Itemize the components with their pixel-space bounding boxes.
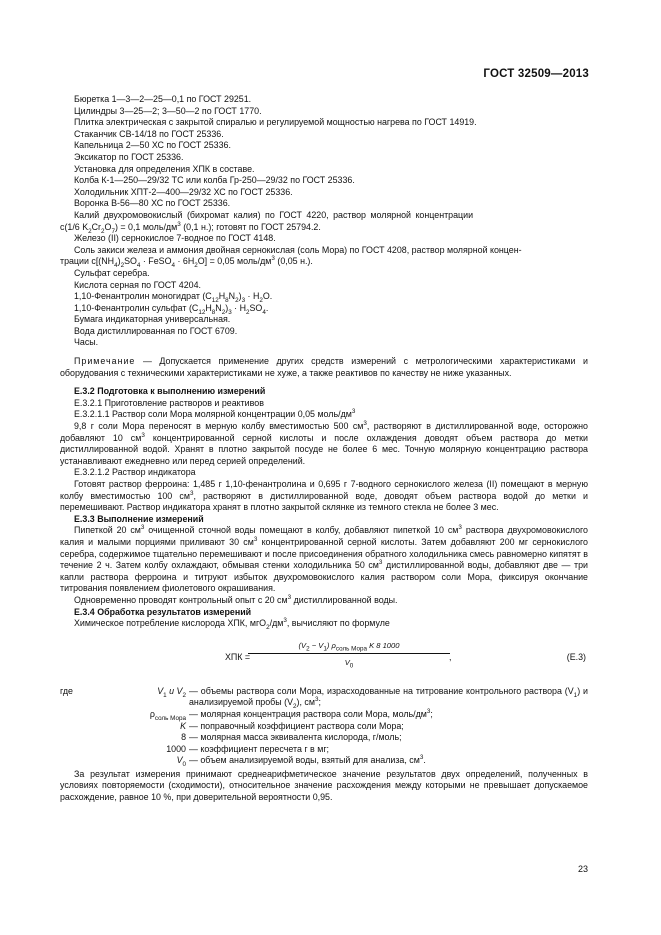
reagent-dichromate: Калий двухромовокислый (бихромат калия) по ГОСТ 4220, раствор молярной концентрации xyxy=(74,209,474,220)
paragraph-ferroin: Готовят раствор ферроина: 1,485 г 1,10-фенантролина и 0,695 г 7-водного сернокислого железа (II) помещают в мерную колбу вместимостью 100 $см^3$, растворяют в дистиллированной воде, доводят объем раствора водой до метки и перемешивают. Раствор индикатора хранят в плотно закрытой склянке из темного стекла не более 3 мес. xyxy=(60,479,588,513)
list-item: Воронка В-56—80 ХС по ГОСТ 25336. xyxy=(74,198,231,209)
legend-row: K — поправочный коэффициент раствора соли Мора; xyxy=(180,720,404,731)
formula-fraction xyxy=(248,640,450,669)
paragraph-cod: Химическое потребление кислорода ХПК, $мгО_2/дм^3$, вычисляют по формуле xyxy=(74,617,390,631)
document-header: ГОСТ 32509—2013 xyxy=(483,68,589,80)
section-heading: Е.3.3 Выполнение измерений xyxy=(74,513,204,524)
list-item: Сульфат серебра. xyxy=(74,267,150,278)
list-item: Колба К-1—250—29/32 ТС или колба Гр-250—29/32 по ГОСТ 25336. xyxy=(74,175,355,186)
formula-denominator: $V_0$ xyxy=(344,658,354,670)
formula-number: (Е.3) xyxy=(566,651,586,662)
subsection-heading: Е.3.2.1.1 Раствор соли Мора молярной концентрации 0,05 моль/$дм^3$ xyxy=(74,408,356,420)
legend-row: 1000 — коэффициент пересчета г в мг; xyxy=(166,743,330,754)
section-heading: Е.3.2 Подготовка к выполнению измерений xyxy=(74,386,266,397)
list-item: Бюретка 1—3—2—25—0,1 по ГОСТ 29251. xyxy=(74,94,252,104)
subsection-heading: Е.3.2.1 Приготовление растворов и реактивов xyxy=(74,397,264,408)
note-label: Примечание xyxy=(74,356,136,367)
reagent-phenanthroline-sulfate: 1,10-Фенантролин сульфат $(C_{12}H_8N_2)_3 \cdot H_2SO_4$. xyxy=(74,302,269,316)
variable-legend xyxy=(60,686,588,767)
legend-row: где $V_1$ и $V_2$ — объемы раствора соли Мора, израсходованные на титрование контрольного раствора $(V_1)$ и анализируемой пробы $(V_2)$, $см^3$; xyxy=(60,685,588,711)
list-item: Часы. xyxy=(74,337,99,348)
formula-numerator: $(V_2 - V_1)$ $\rho_{соль Мора}$ K 8 1000 xyxy=(298,640,400,653)
list-item: Плитка электрическая с закрытой спиралью и регулируемой мощностью нагрева по ГОСТ 14919. xyxy=(74,117,477,128)
reagent-mohr-salt: Соль закиси железа и аммония двойная сернокислая (соль Мора) по ГОСТ 4208, раствор молярной концен- xyxy=(74,244,522,255)
subsection-heading: Е.3.2.1.2 Раствор индикатора xyxy=(74,467,196,478)
list-item: Вода дистиллированная по ГОСТ 6709. xyxy=(74,325,238,336)
document-body xyxy=(60,94,588,804)
legend-row: $V_0$ — объем анализируемой воды, взятый для анализа, $см^3$. xyxy=(176,754,426,769)
list-item: Железо (II) сернокислое 7-водное по ГОСТ 4148. xyxy=(74,233,276,244)
list-item: Установка для определения ХПК в составе. xyxy=(74,163,255,174)
formula-lhs: ХПК = xyxy=(225,651,251,662)
list-item: Бумага индикаторная универсальная. xyxy=(74,314,231,325)
page-number: 23 xyxy=(577,864,588,874)
legend-row: $\rho_{соль Мора}$ — молярная концентрация раствора соли Мора, моль/$дм^3$; xyxy=(149,707,433,722)
paragraph-measurement: Пипеткой 20 $см^3$ очищенной сточной воды помещают в колбу, добавляют пипеткой 10 $см^3$ раствора двухромовокислого калия и малыми порциями приливают 30 $см^3$ концентрированной серной кислоты. Затем добавляют 200 мг сернокислого серебра, содержимое тщательно перемешивают и после присоединения обратного холодильника смесь равномерно кипятят в течение 2 ч. Затем колбу охлаждают, обмывая стенки холодильника 50 $см^3$ дистиллированной воды, добавляют две — три капли раствора ферроина и титруют избыток двухромовокислого калия раствором соли Мора, фиксируя окончание титрования появлением фиолетового окрашивания. xyxy=(60,524,588,594)
paragraph-result: За результат измерения принимают среднеарифметическое значение результатов двух определений, полученных в условиях повторяемости (сходимости), относительное значение расхождения между которыми не превышает допускаемое расхождение, равное 10 %, при доверительной вероятности 0,95. xyxy=(60,768,588,803)
paragraph-mohr-preparation: 9,8 г соли Мора переносят в мерную колбу вместимостью 500 $см^3$, растворяют в дистиллированной воде, осторожно добавляют 10 $см^3$ концентрированной серной кислоты и после охлаждения доводят объем раствора до метки дистиллированной водой. Хранят в плотно закрытой посуде не более 6 мес. Точную молярную концентрацию раствора устанавливают ежедневно или перед серией определений. xyxy=(60,420,588,466)
list-item: Цилиндры 3—25—2; 3—50—2 по ГОСТ 1770. xyxy=(74,105,262,116)
section-heading: Е.3.4 Обработка результатов измерений xyxy=(74,606,252,617)
list-item: Эксикатор по ГОСТ 25336. xyxy=(74,151,184,162)
reagent-list xyxy=(60,210,588,349)
reagent-mohr-concentration: трации $c[(NH_4)_2SO_4$ · FeSO$_4$ · $6H_2O] = 0,05$ моль/$дм^3$ (0,05 н.). xyxy=(60,255,313,270)
legend-row: 8 — молярная масса эквивалента кислорода, г/моль; xyxy=(181,732,402,743)
formula-e3: ХПК = $(V_2 - V_1)$ $\rho_{соль Мора}$ K 8 1000 $V_0$ , (Е.3) xyxy=(225,640,586,670)
list-item: Капельница 2—50 ХС по ГОСТ 25336. xyxy=(74,140,231,151)
paragraph-blank: Одновременно проводят контрольный опыт с 20 $см^3$ дистиллированной воды. xyxy=(74,593,398,605)
list-item: Кислота серная по ГОСТ 4204. xyxy=(74,279,201,290)
list-item: Холодильник ХПТ-2—400—29/32 ХС по ГОСТ 25336. xyxy=(74,186,293,197)
equipment-list xyxy=(60,94,588,210)
reagent-dichromate-concentration: c(1/6 $K_2Cr_2O_7) = 0,1$ моль/$дм^3$ (0,1 н.); готовят по ГОСТ 25794.2. xyxy=(60,220,321,235)
note: Примечание — Допускается применение других средств измерений с метрологическими характеристиками и оборудования с техническими характеристиками не хуже, а также реактивов по качеству не ниже указанных. xyxy=(60,356,588,378)
reagent-phenanthroline-monohydrate: 1,10-Фенантролин моногидрат $(C_{12}H_8N_2)_3 \cdot H_2O$. xyxy=(74,291,273,304)
list-item: Стаканчик СВ-14/18 по ГОСТ 25336. xyxy=(74,128,224,139)
